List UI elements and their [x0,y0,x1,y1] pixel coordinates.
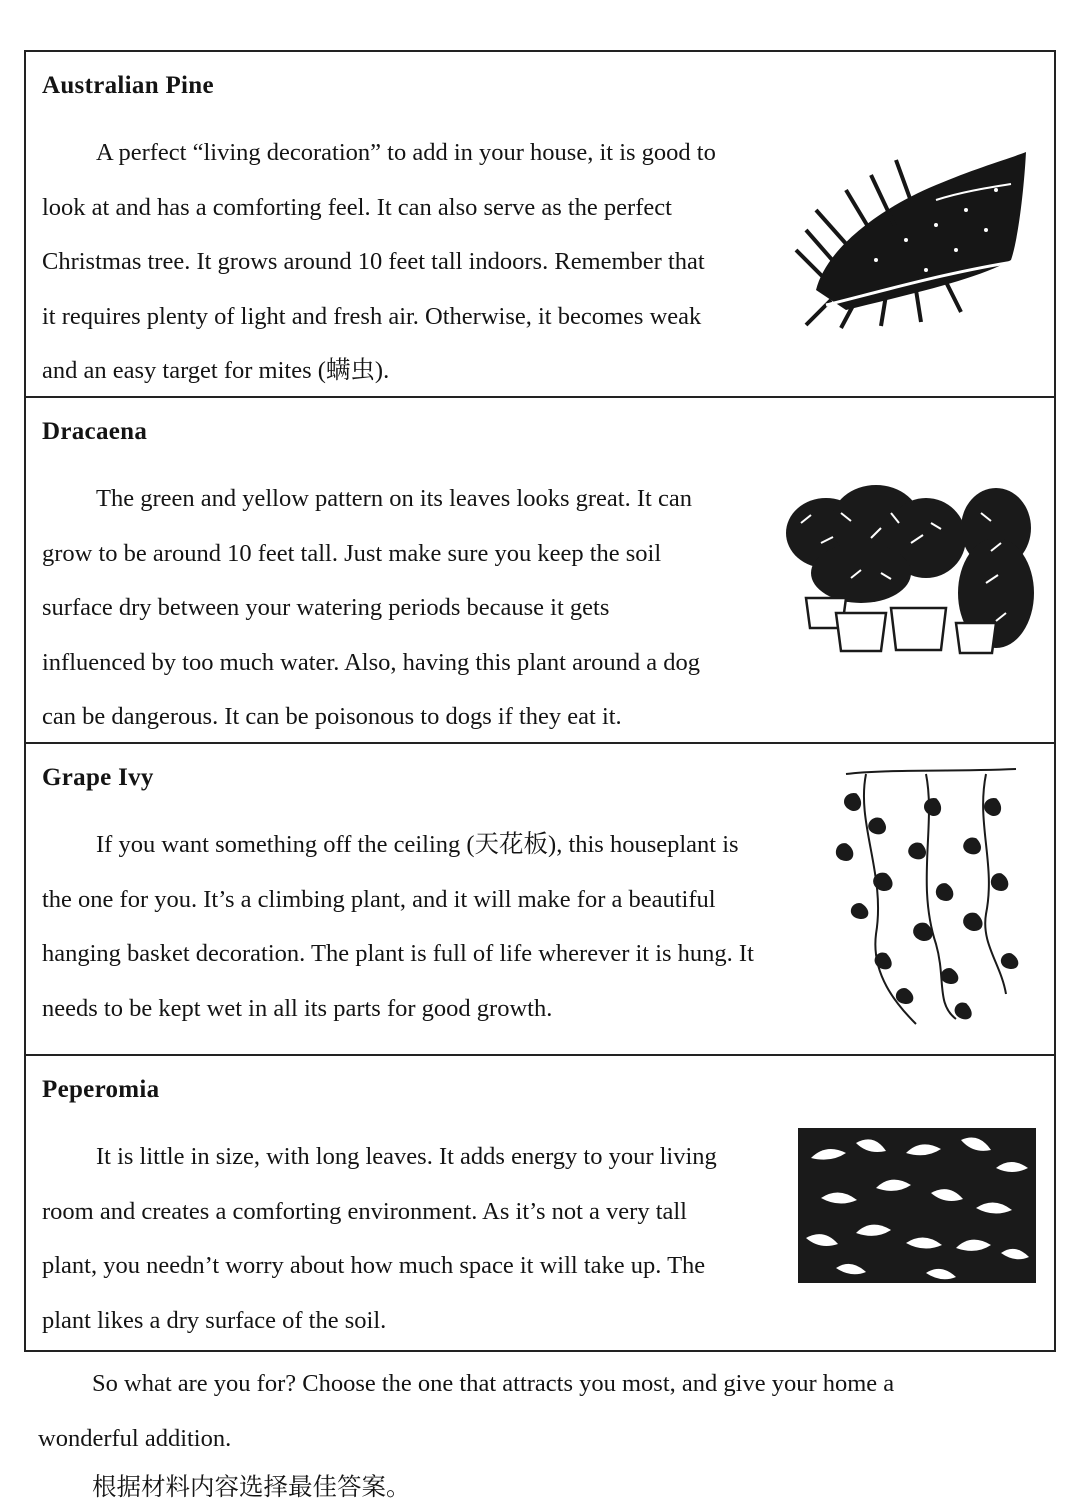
plant-description [42,1130,717,1348]
text-line: hanging basket decoration. The plant is full of life wherever it is hung. It [42,940,754,967]
text-line: and an easy target for mites (螨虫). [42,357,390,384]
text-line: If you want something off the ceiling (天花板), this houseplant is [96,831,739,858]
text-line: needs to be kept wet in all its parts for good growth. [42,994,553,1022]
plant-title: Dracaena [42,418,148,445]
text-line: grow to be around 10 feet tall. Just make sure you keep the soil [42,539,662,567]
text-line: The green and yellow pattern on its leaves looks great. It can [96,485,692,512]
plant-section-grape-ivy [26,744,1054,1056]
plant-table [24,50,1056,1352]
text-line: plant likes a dry surface of the soil. [42,1306,387,1334]
plant-title: Grape Ivy [42,764,154,791]
plant-title: Peperomia [42,1076,160,1103]
leafy-bush-icon [796,1118,1038,1288]
plant-section-dracaena [26,398,1054,744]
text-line: It is little in size, with long leaves. It adds energy to your living [96,1143,717,1170]
text-line: it requires plenty of light and fresh air. Otherwise, it becomes weak [42,302,702,330]
text-line: wonderful addition. [38,1425,232,1452]
plant-section-peperomia [26,1056,1054,1350]
plant-title: Australian Pine [42,72,214,99]
plant-description [42,818,754,1036]
text-line: can be dangerous. It can be poisonous to dogs if they eat it. [42,703,622,730]
question-instruction: 根据材料内容选择最佳答案。 [92,1472,411,1501]
text-line: So what are you for? Choose the one that attracts you most, and give your home a [92,1370,895,1397]
text-line: Christmas tree. It grows around 10 feet tall indoors. Remember that [42,248,705,275]
text-line: influenced by too much water. Also, having this plant around a dog [42,648,700,676]
plant-description [42,472,700,745]
pine-branch-icon [786,130,1031,330]
plant-section-australian-pine [26,52,1054,398]
potted-plants-icon [781,483,1036,658]
text-line: look at and has a comforting feel. It can also serve as the perfect [42,193,672,221]
closing-paragraph [38,1356,894,1466]
plant-description [42,126,716,399]
text-line: surface dry between your watering periods because it gets [42,594,610,621]
hanging-ivy-icon [826,764,1026,1029]
text-line: plant, you needn’t worry about how much space it will take up. The [42,1252,706,1279]
text-line: A perfect “living decoration” to add in your house, it is good to [96,139,716,166]
text-line: the one for you. It’s a climbing plant, and it will make for a beautiful [42,885,716,913]
text-line: room and creates a comforting environment. As it’s not a very tall [42,1197,687,1225]
